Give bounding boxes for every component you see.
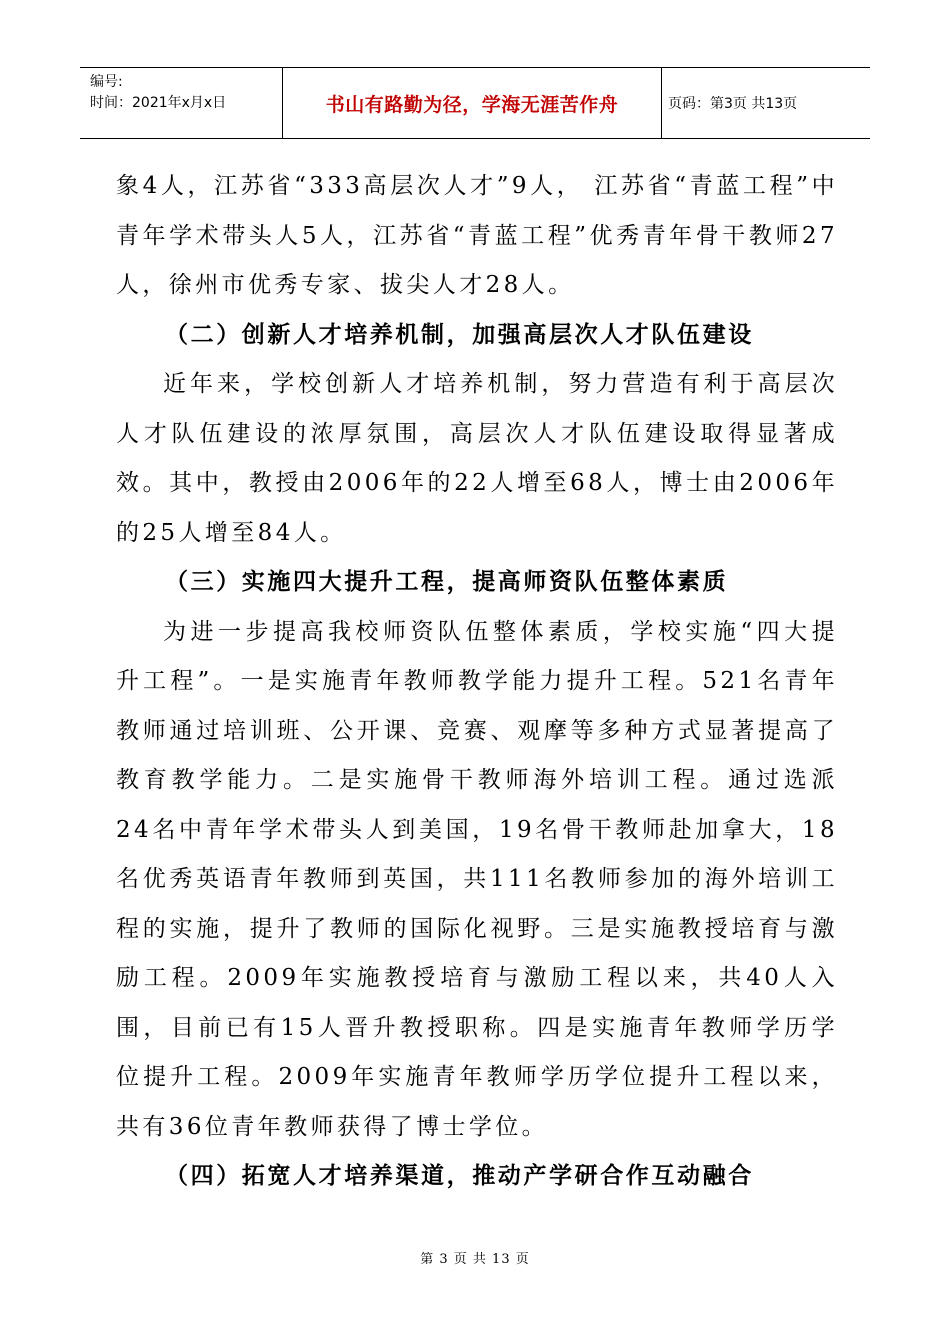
document-number-label: 编号: (90, 74, 123, 90)
document-body (116, 162, 838, 1202)
header-meta (80, 68, 282, 138)
page-footer: 第 3 页 共 13 页 (420, 1252, 530, 1267)
header-motto: 书山有路勤为径，学海无涯苦作舟 (282, 68, 662, 138)
header-page-info: 页码：第3页 共13页 (668, 96, 798, 112)
section-heading: （三）实施四大提升工程，提高师资队伍整体素质 (165, 569, 729, 595)
body-paragraph: 为进一步提高我校师资队伍整体素质，学校实施“四大提升工程”。一是实施青年教师教学能力提升工程。521名青年教师通过培训班、公开课、竞赛、观摩等多种方式显著提高了教育教学能力。二是实施骨干教师海外培训工程。通过选派24名中青年学术带头人到美国，19名骨干教师赴加拿大，18名优秀英语青年教师到英国，共111名教师参加的海外培训工程的实施，提升了教师的国际化视野。三是实施教授培育与激励工程。2009年实施教授培育与激励工程以来，共40人入围，目前已有15人晋升教授职称。四是实施青年教师学历学位提升工程。2009年实施青年教师学历学位提升工程以来，共有36位青年教师获得了博士学位。 (116, 618, 838, 1140)
document-header (80, 67, 870, 139)
document-date: 时间：2021年x月x日 (90, 95, 227, 111)
body-paragraph: 象4人，江苏省“333高层次人才”9人， 江苏省“青蓝工程”中青年学术带头人5人，江苏省“青蓝工程”优秀青年骨干教师27人，徐州市优秀专家、拔尖人才28人。 (116, 173, 838, 298)
section-heading: （四）拓宽人才培养渠道，推动产学研合作互动融合 (165, 1163, 754, 1189)
body-paragraph: 近年来，学校创新人才培养机制，努力营造有利于高层次人才队伍建设的浓厚氛围，高层次人才队伍建设取得显著成效。其中，教授由2006年的22人增至68人，博士由2006年的25人增至84人。 (116, 371, 838, 546)
section-heading: （二）创新人才培养机制，加强高层次人才队伍建设 (165, 321, 754, 348)
